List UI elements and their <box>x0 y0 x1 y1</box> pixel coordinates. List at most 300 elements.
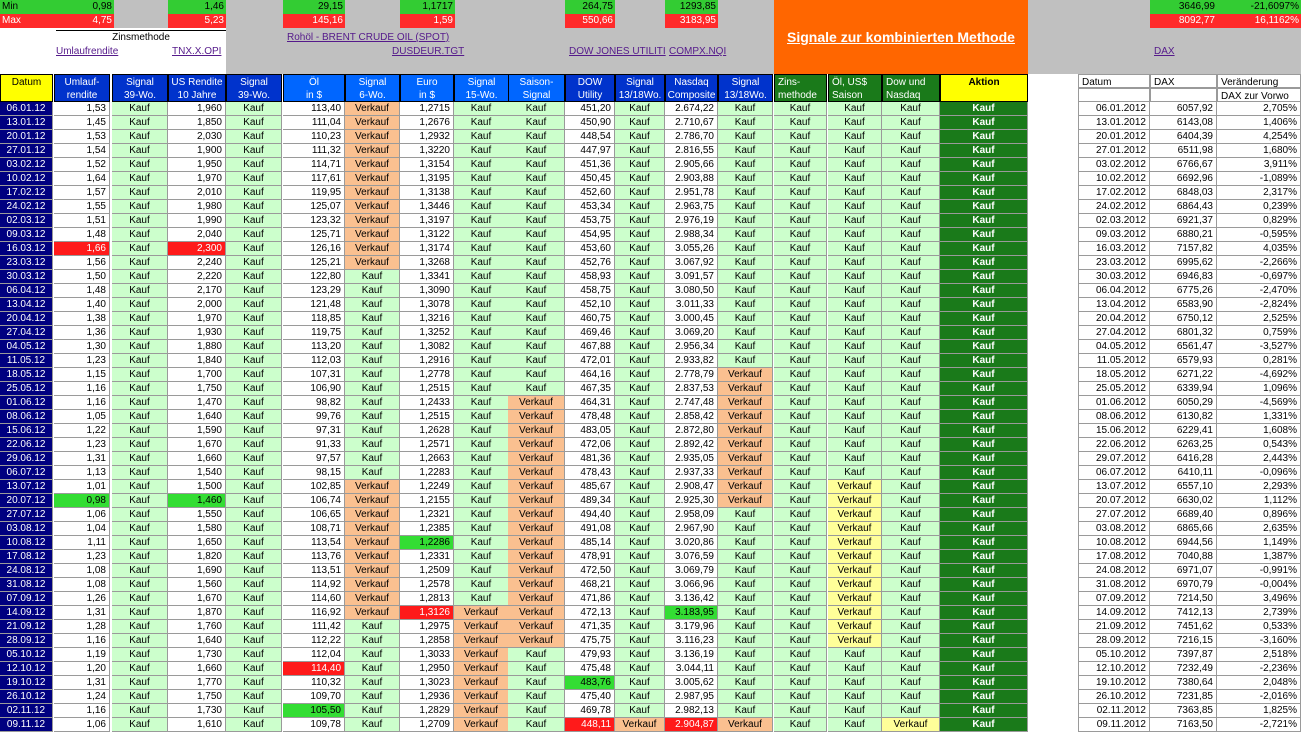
signal-cell: Kauf <box>882 564 940 578</box>
value-cell: 1,850 <box>168 116 226 130</box>
signal-cell: Kauf <box>508 116 565 130</box>
signal-cell: Kauf <box>112 326 168 340</box>
header-9: Saison- Signal <box>508 74 565 102</box>
value-cell: 2.858,42 <box>665 410 718 424</box>
signal-cell: Verkauf <box>454 620 509 634</box>
signal-cell: Kauf <box>112 466 168 480</box>
signal-cell: Kauf <box>112 144 168 158</box>
signal-cell: Kauf <box>615 340 665 354</box>
signal-cell: Kauf <box>345 718 400 732</box>
signal-cell: Verkauf <box>828 550 882 564</box>
aktion-cell: Kauf <box>940 200 1028 214</box>
value-cell: 467,35 <box>565 382 615 396</box>
signal-cell: Kauf <box>345 340 400 354</box>
signal-cell: Kauf <box>615 228 665 242</box>
value-cell: 1,2813 <box>400 592 454 606</box>
signale-link[interactable]: Signale zur kombinierten Methode <box>774 0 1028 74</box>
signal-cell: Kauf <box>774 634 827 648</box>
gray-band <box>0 28 54 74</box>
header-12: Nasdaq Composite <box>665 74 718 102</box>
dax-cell: 17.02.2012 <box>1078 186 1150 200</box>
dax-cell: 27.01.2012 <box>1078 144 1150 158</box>
value-cell: 1,05 <box>54 410 110 424</box>
value-cell: 1,2709 <box>400 718 454 732</box>
signal-cell: Kauf <box>828 116 882 130</box>
value-cell: 2.837,53 <box>665 382 718 396</box>
signal-cell: Kauf <box>718 606 773 620</box>
value-cell: 1,2950 <box>400 662 454 676</box>
signal-cell: Kauf <box>508 368 565 382</box>
value-cell: 2.786,70 <box>665 130 718 144</box>
dax-cell: -0,096% <box>1217 466 1301 480</box>
date-cell: 16.03.12 <box>0 242 53 256</box>
max-value: 145,16 <box>283 14 345 28</box>
dax-cell: -4,692% <box>1217 368 1301 382</box>
signal-cell: Kauf <box>615 396 665 410</box>
value-cell: 468,21 <box>565 578 615 592</box>
value-cell: 1,2676 <box>400 116 454 130</box>
signal-cell: Kauf <box>774 200 827 214</box>
dax-cell: 6050,29 <box>1150 396 1217 410</box>
signal-cell: Kauf <box>615 270 665 284</box>
signal-cell: Verkauf <box>828 606 882 620</box>
signal-cell: Kauf <box>112 718 168 732</box>
aktion-cell: Kauf <box>940 102 1028 116</box>
date-cell: 02.11.12 <box>0 704 53 718</box>
signal-cell: Kauf <box>718 564 773 578</box>
value-cell: 1,2628 <box>400 424 454 438</box>
aktion-cell: Kauf <box>940 214 1028 228</box>
aktion-cell: Kauf <box>940 620 1028 634</box>
date-cell: 12.10.12 <box>0 662 53 676</box>
date-cell: 10.08.12 <box>0 536 53 550</box>
value-cell: 1,50 <box>54 270 110 284</box>
signal-cell: Kauf <box>112 536 168 550</box>
value-cell: 452,10 <box>565 298 615 312</box>
value-cell: 113,51 <box>283 564 345 578</box>
value-cell: 1,2321 <box>400 508 454 522</box>
signal-cell: Verkauf <box>454 606 509 620</box>
signal-cell: Kauf <box>112 242 168 256</box>
signal-cell: Kauf <box>774 130 827 144</box>
signal-cell: Kauf <box>615 144 665 158</box>
signal-cell: Kauf <box>345 368 400 382</box>
value-cell: 1,53 <box>54 130 110 144</box>
signal-cell: Kauf <box>508 102 565 116</box>
value-cell: 117,61 <box>283 172 345 186</box>
header-13: Signal 13/18Wo. <box>718 74 773 102</box>
value-cell: 1,2936 <box>400 690 454 704</box>
signal-cell: Verkauf <box>345 172 400 186</box>
signal-cell: Kauf <box>112 270 168 284</box>
signal-cell: Kauf <box>882 354 940 368</box>
dax-cell: 29.07.2012 <box>1078 452 1150 466</box>
signal-cell: Kauf <box>112 480 168 494</box>
value-cell: 2.988,34 <box>665 228 718 242</box>
max-value: 5,23 <box>168 14 226 28</box>
signal-cell: Verkauf <box>454 676 509 690</box>
aktion-cell: Kauf <box>940 382 1028 396</box>
signal-cell: Kauf <box>112 606 168 620</box>
signal-cell: Kauf <box>226 172 282 186</box>
signal-cell: Kauf <box>774 550 827 564</box>
signal-cell: Kauf <box>774 270 827 284</box>
signal-cell: Kauf <box>828 438 882 452</box>
value-cell: 1,08 <box>54 578 110 592</box>
max-value: 4,75 <box>54 14 114 28</box>
value-cell: 114,92 <box>283 578 345 592</box>
signal-cell: Kauf <box>774 592 827 606</box>
value-cell: 2.933,82 <box>665 354 718 368</box>
dax-cell: -2,470% <box>1217 284 1301 298</box>
signal-cell: Verkauf <box>454 690 509 704</box>
value-cell: 1,670 <box>168 592 226 606</box>
signal-cell: Kauf <box>226 620 282 634</box>
dax-cell: -0,697% <box>1217 270 1301 284</box>
signal-cell: Kauf <box>828 130 882 144</box>
dax-cell: 6775,26 <box>1150 284 1217 298</box>
dax-cell: 7380,64 <box>1150 676 1217 690</box>
value-cell: 2,240 <box>168 256 226 270</box>
value-cell: 1,2155 <box>400 494 454 508</box>
signal-cell: Kauf <box>226 606 282 620</box>
signal-cell: Kauf <box>774 704 827 718</box>
signal-cell: Kauf <box>718 704 773 718</box>
signal-cell: Kauf <box>774 172 827 186</box>
value-cell: 118,85 <box>283 312 345 326</box>
signal-cell: Kauf <box>882 662 940 676</box>
value-cell: 1,22 <box>54 424 110 438</box>
value-cell: 2.982,13 <box>665 704 718 718</box>
signal-cell: Kauf <box>718 592 773 606</box>
aktion-cell: Kauf <box>940 662 1028 676</box>
signal-cell: Verkauf <box>345 592 400 606</box>
aktion-cell: Kauf <box>940 550 1028 564</box>
signal-cell: Verkauf <box>882 718 940 732</box>
value-cell: 1,45 <box>54 116 110 130</box>
date-cell: 15.06.12 <box>0 424 53 438</box>
signal-cell: Verkauf <box>718 480 773 494</box>
value-cell: 2.937,33 <box>665 466 718 480</box>
dax-cell: 7451,62 <box>1150 620 1217 634</box>
aktion-cell: Kauf <box>940 144 1028 158</box>
signal-cell: Kauf <box>828 214 882 228</box>
signal-cell: Kauf <box>226 494 282 508</box>
signal-cell: Kauf <box>345 382 400 396</box>
max-value: 16,1162% <box>1217 14 1301 28</box>
signal-cell: Verkauf <box>454 704 509 718</box>
signal-cell: Kauf <box>615 242 665 256</box>
signal-cell: Kauf <box>882 676 940 690</box>
value-cell: 1,960 <box>168 102 226 116</box>
value-cell: 478,91 <box>565 550 615 564</box>
date-cell: 17.08.12 <box>0 550 53 564</box>
aktion-cell: Kauf <box>940 522 1028 536</box>
dax-header-ver: Veränderung <box>1217 74 1301 88</box>
signal-cell: Verkauf <box>454 634 509 648</box>
value-cell: 2.778,79 <box>665 368 718 382</box>
value-cell: 483,05 <box>565 424 615 438</box>
value-cell: 1,990 <box>168 214 226 228</box>
value-cell: 479,93 <box>565 648 615 662</box>
signal-cell: Kauf <box>226 508 282 522</box>
signal-cell: Kauf <box>112 214 168 228</box>
value-cell: 448,54 <box>565 130 615 144</box>
signal-cell: Kauf <box>226 452 282 466</box>
value-cell: 3.091,57 <box>665 270 718 284</box>
value-cell: 91,33 <box>283 438 345 452</box>
signal-cell: Kauf <box>774 718 827 732</box>
signal-cell: Kauf <box>774 424 827 438</box>
value-cell: 2,300 <box>168 242 226 256</box>
value-cell: 1,01 <box>54 480 110 494</box>
signal-cell: Verkauf <box>454 648 509 662</box>
dax-cell: 6130,82 <box>1150 410 1217 424</box>
signal-cell: Kauf <box>226 676 282 690</box>
signal-cell: Kauf <box>882 340 940 354</box>
signal-cell: Kauf <box>828 242 882 256</box>
signal-cell: Kauf <box>774 354 827 368</box>
value-cell: 3.136,42 <box>665 592 718 606</box>
max-value: 3183,95 <box>665 14 718 28</box>
value-cell: 1,970 <box>168 312 226 326</box>
signal-cell: Kauf <box>615 438 665 452</box>
signal-cell: Kauf <box>226 326 282 340</box>
dax-link[interactable]: DAX <box>1154 46 1175 57</box>
umlauf-link[interactable]: Umlaufrendite <box>56 46 119 57</box>
signal-cell: Kauf <box>226 256 282 270</box>
signal-cell: Kauf <box>226 368 282 382</box>
signal-cell: Kauf <box>226 690 282 704</box>
aktion-cell: Kauf <box>940 368 1028 382</box>
signal-cell: Kauf <box>112 284 168 298</box>
aktion-cell: Kauf <box>940 130 1028 144</box>
signal-cell: Kauf <box>882 550 940 564</box>
aktion-cell: Kauf <box>940 298 1028 312</box>
header-3: US Rendite 10 Jahre <box>168 74 226 102</box>
signal-cell: Kauf <box>828 452 882 466</box>
signal-cell: Kauf <box>882 130 940 144</box>
compx-link[interactable]: COMPX.NQI <box>669 46 727 57</box>
value-cell: 481,36 <box>565 452 615 466</box>
dax-cell: 13.01.2012 <box>1078 116 1150 130</box>
signal-cell: Kauf <box>828 382 882 396</box>
signal-cell: Kauf <box>112 634 168 648</box>
value-cell: 1,870 <box>168 606 226 620</box>
signal-cell: Kauf <box>828 228 882 242</box>
signal-cell: Verkauf <box>828 508 882 522</box>
value-cell: 489,34 <box>565 494 615 508</box>
min-value: 0,98 <box>54 0 114 14</box>
dax-cell: 2,443% <box>1217 452 1301 466</box>
value-cell: 458,75 <box>565 284 615 298</box>
value-cell: 1,3138 <box>400 186 454 200</box>
value-cell: 1,53 <box>54 102 110 116</box>
value-cell: 1,880 <box>168 340 226 354</box>
signal-cell: Verkauf <box>345 200 400 214</box>
value-cell: 2.967,90 <box>665 522 718 536</box>
value-cell: 1,28 <box>54 620 110 634</box>
value-cell: 3.005,62 <box>665 676 718 690</box>
date-cell: 06.07.12 <box>0 466 53 480</box>
signal-cell: Kauf <box>226 396 282 410</box>
value-cell: 1,660 <box>168 452 226 466</box>
signal-cell: Kauf <box>454 298 509 312</box>
signal-cell: Kauf <box>454 578 509 592</box>
signal-cell: Kauf <box>718 116 773 130</box>
value-cell: 483,76 <box>565 676 615 690</box>
tnx-link[interactable]: TNX.X.OPI <box>172 46 222 57</box>
aktion-cell: Kauf <box>940 578 1028 592</box>
value-cell: 3.069,79 <box>665 564 718 578</box>
value-cell: 454,95 <box>565 228 615 242</box>
signal-cell: Kauf <box>226 536 282 550</box>
value-cell: 1,650 <box>168 536 226 550</box>
signal-cell: Kauf <box>615 130 665 144</box>
date-cell: 08.06.12 <box>0 410 53 424</box>
signal-cell: Kauf <box>774 620 827 634</box>
signal-cell: Kauf <box>345 284 400 298</box>
date-cell: 14.09.12 <box>0 606 53 620</box>
dax-cell: -2,016% <box>1217 690 1301 704</box>
signal-cell: Kauf <box>718 312 773 326</box>
signal-cell: Kauf <box>454 382 509 396</box>
value-cell: 1,31 <box>54 452 110 466</box>
signal-cell: Kauf <box>615 186 665 200</box>
signal-cell: Kauf <box>508 130 565 144</box>
signal-cell: Kauf <box>615 662 665 676</box>
signal-cell: Kauf <box>508 312 565 326</box>
brent-link[interactable]: Rohöl - BRENT CRUDE OIL (SPOT) <box>287 32 450 43</box>
value-cell: 475,75 <box>565 634 615 648</box>
usdeur-link[interactable]: DUSDEUR.TGT <box>392 46 465 57</box>
signal-cell: Kauf <box>615 606 665 620</box>
value-cell: 471,86 <box>565 592 615 606</box>
signal-cell: Kauf <box>882 606 940 620</box>
signal-cell: Kauf <box>454 270 509 284</box>
signal-cell: Kauf <box>112 620 168 634</box>
signal-cell: Kauf <box>774 228 827 242</box>
value-cell: 1,3268 <box>400 256 454 270</box>
signal-cell: Verkauf <box>508 396 565 410</box>
signal-cell: Kauf <box>226 634 282 648</box>
signal-cell: Kauf <box>226 130 282 144</box>
signal-cell: Kauf <box>226 466 282 480</box>
aktion-cell: Kauf <box>940 116 1028 130</box>
value-cell: 123,32 <box>283 214 345 228</box>
dax-cell: 1,096% <box>1217 382 1301 396</box>
date-cell: 06.04.12 <box>0 284 53 298</box>
dax-cell: 6263,25 <box>1150 438 1217 452</box>
gap-col <box>1028 74 1078 102</box>
value-cell: 3.020,86 <box>665 536 718 550</box>
signal-cell: Kauf <box>828 662 882 676</box>
dax-cell: 7363,85 <box>1150 704 1217 718</box>
value-cell: 112,03 <box>283 354 345 368</box>
dax-cell: 7412,13 <box>1150 606 1217 620</box>
value-cell: 453,34 <box>565 200 615 214</box>
signal-cell: Kauf <box>226 312 282 326</box>
date-cell: 05.10.12 <box>0 648 53 662</box>
dax-cell: 6339,94 <box>1150 382 1217 396</box>
value-cell: 119,75 <box>283 326 345 340</box>
value-cell: 1,13 <box>54 466 110 480</box>
signal-cell: Kauf <box>828 340 882 354</box>
dax-cell: 2,635% <box>1217 522 1301 536</box>
signal-cell: Verkauf <box>345 214 400 228</box>
signal-cell: Kauf <box>615 452 665 466</box>
dow-link[interactable]: DOW JONES UTILITI <box>569 46 666 57</box>
signal-cell: Verkauf <box>718 466 773 480</box>
signal-cell: Kauf <box>774 256 827 270</box>
signal-cell: Verkauf <box>454 662 509 676</box>
date-cell: 24.08.12 <box>0 564 53 578</box>
min-label: Min <box>0 0 54 14</box>
signal-cell: Kauf <box>112 116 168 130</box>
signal-cell: Kauf <box>454 592 509 606</box>
signal-cell: Kauf <box>882 228 940 242</box>
signal-cell: Kauf <box>615 200 665 214</box>
aktion-cell: Kauf <box>940 158 1028 172</box>
date-cell: 13.04.12 <box>0 298 53 312</box>
signal-cell: Kauf <box>828 186 882 200</box>
signal-cell: Kauf <box>345 410 400 424</box>
signal-cell: Verkauf <box>508 606 565 620</box>
signal-cell: Kauf <box>112 256 168 270</box>
signal-cell: Kauf <box>882 578 940 592</box>
value-cell: 1,3446 <box>400 200 454 214</box>
signal-cell: Kauf <box>345 676 400 690</box>
signal-cell: Kauf <box>882 382 940 396</box>
value-cell: 1,64 <box>54 172 110 186</box>
value-cell: 1,2916 <box>400 354 454 368</box>
signal-cell: Kauf <box>226 410 282 424</box>
dax-cell: 6944,56 <box>1150 536 1217 550</box>
value-cell: 453,75 <box>565 214 615 228</box>
date-cell: 26.10.12 <box>0 690 53 704</box>
dax-cell: 03.02.2012 <box>1078 158 1150 172</box>
signal-cell: Kauf <box>882 508 940 522</box>
max-value: 1,59 <box>400 14 455 28</box>
signal-cell: Kauf <box>828 424 882 438</box>
value-cell: 98,82 <box>283 396 345 410</box>
dax-cell: -0,991% <box>1217 564 1301 578</box>
dax-cell: 6921,37 <box>1150 214 1217 228</box>
signal-cell: Kauf <box>615 634 665 648</box>
date-cell: 20.04.12 <box>0 312 53 326</box>
dax-cell: 6416,28 <box>1150 452 1217 466</box>
aktion-cell: Kauf <box>940 648 1028 662</box>
signal-cell: Kauf <box>508 270 565 284</box>
value-cell: 472,13 <box>565 606 615 620</box>
value-cell: 113,40 <box>283 102 345 116</box>
signal-cell: Kauf <box>718 550 773 564</box>
signal-cell: Kauf <box>226 284 282 298</box>
value-cell: 3.116,23 <box>665 634 718 648</box>
signal-cell: Kauf <box>828 368 882 382</box>
signal-cell: Kauf <box>226 522 282 536</box>
signal-cell: Kauf <box>345 354 400 368</box>
dax-cell: 2,293% <box>1217 480 1301 494</box>
signal-cell: Kauf <box>828 144 882 158</box>
signal-cell: Kauf <box>774 242 827 256</box>
signal-cell: Kauf <box>615 424 665 438</box>
signal-cell: Kauf <box>828 158 882 172</box>
date-cell: 17.02.12 <box>0 186 53 200</box>
signal-cell: Kauf <box>454 396 509 410</box>
value-cell: 125,07 <box>283 200 345 214</box>
value-cell: 108,71 <box>283 522 345 536</box>
